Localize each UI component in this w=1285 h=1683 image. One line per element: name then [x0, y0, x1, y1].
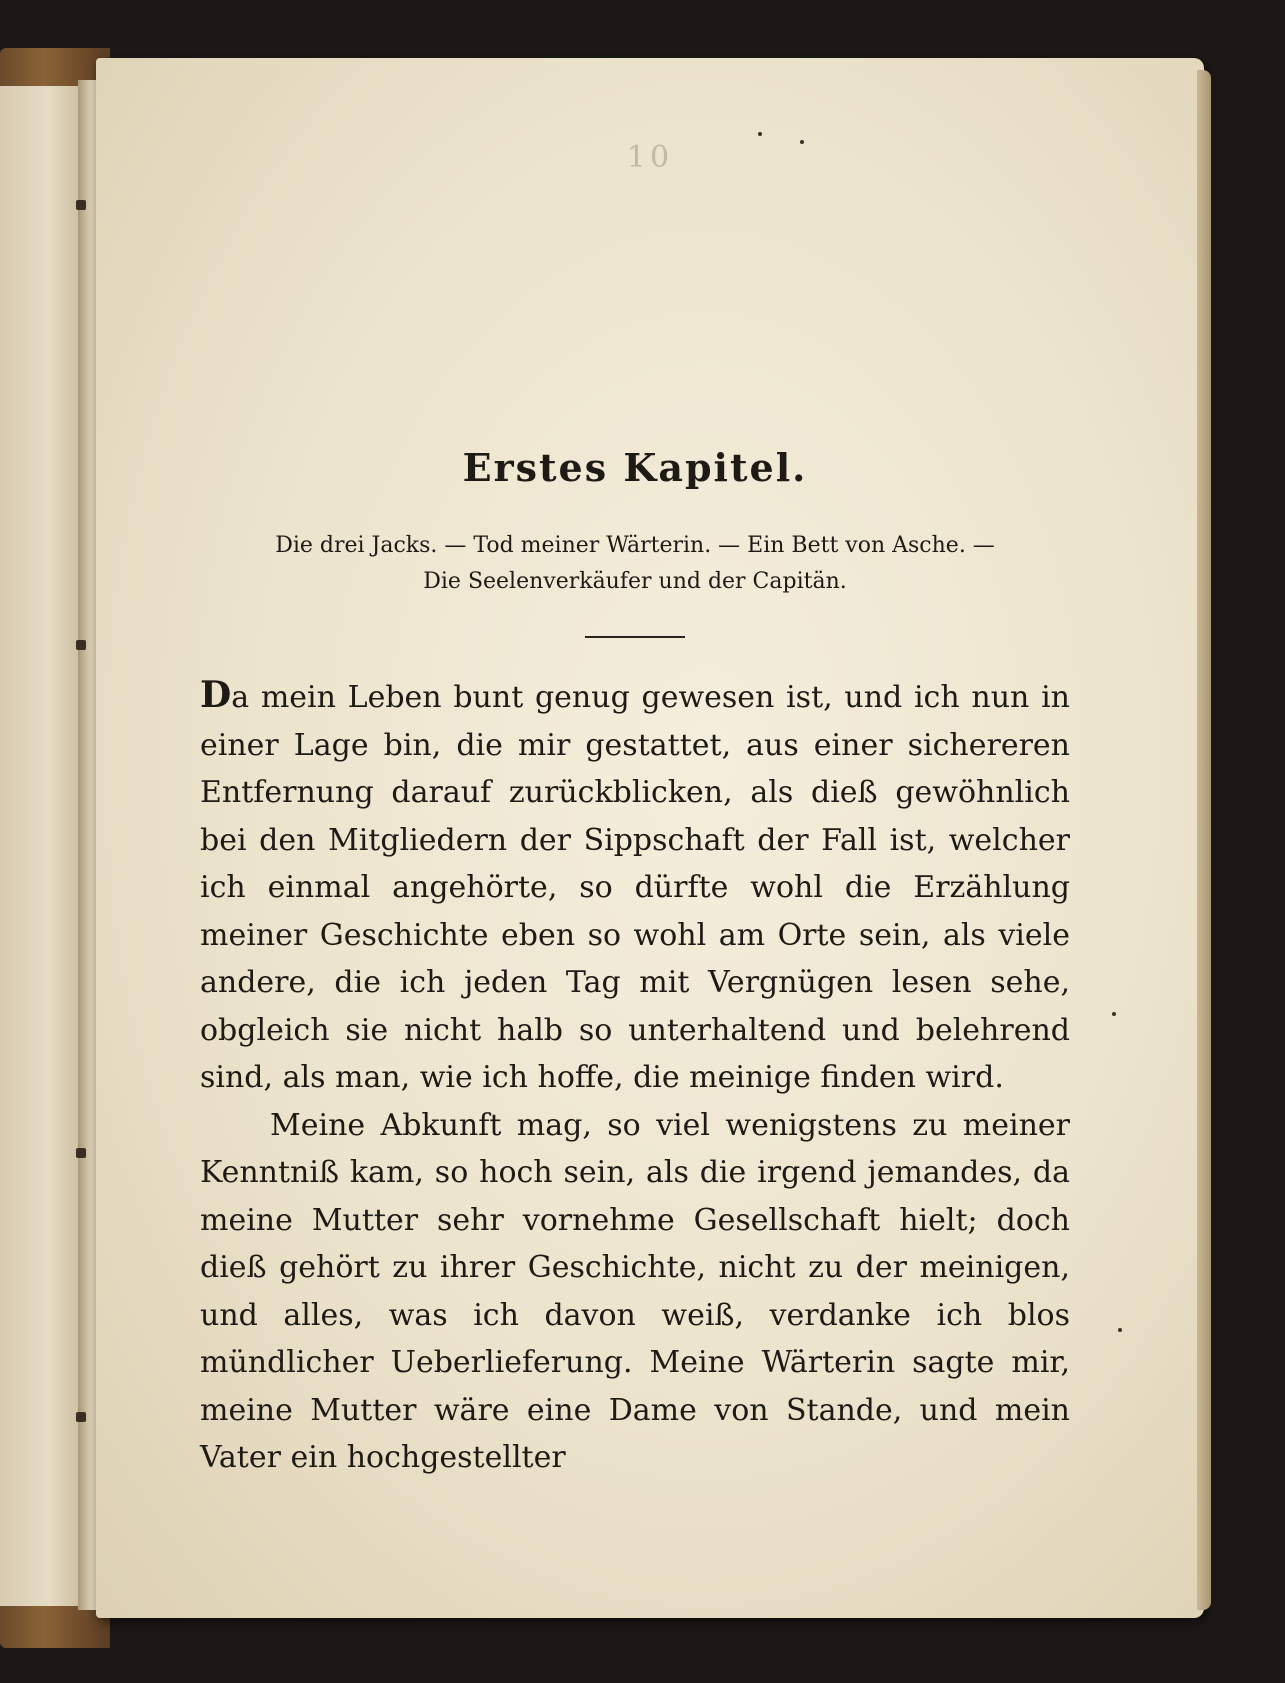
body-paragraph [200, 1102, 1070, 1482]
chapter-title: Erstes Kapitel. [462, 445, 808, 490]
section-divider [585, 636, 685, 638]
chapter-synopsis [200, 528, 1070, 600]
page-content [200, 445, 1070, 1482]
binding-stitch [76, 1148, 86, 1158]
drop-cap: D [200, 674, 232, 716]
binding-stitch [76, 1412, 86, 1422]
synopsis-line: Die Seelenverkäufer und der Capitän. [423, 569, 847, 594]
synopsis-line: Die drei Jacks. — Tod meiner Wärterin. — Ein Bett von Asche. — [275, 533, 995, 558]
page-number: 10 [626, 140, 674, 175]
page-fore-edge [1197, 70, 1211, 1610]
binding-stitch [76, 200, 86, 210]
left-page-edge [0, 86, 82, 1606]
page-number-header [96, 140, 1204, 175]
binding-stitch [76, 640, 86, 650]
paragraph-text: a mein Leben bunt genug gewesen ist, und ich nun in einer Lage bin, die mir gestattet, aus einer sichereren Entfernung darauf zurückblicken, als dieß gewöhnlich bei den Mitgliedern der Sippschaft der Fall ist, welcher ich einmal angehörte, so dürfte wohl die Erzählung meiner Geschichte eben so wohl am Orte sein, als viele andere, die ich jeden Tag mit Vergnügen lesen sehe, obgleich sie nicht halb so unterhaltend und belehrend sind, als man, wie ich hoffe, die meinige finden wird. [200, 680, 1070, 1095]
paragraph-text: Meine Abkunft mag, so viel wenigstens zu meiner Kenntniß kam, so hoch sein, als die irgend jemandes, da meine Mutter sehr vornehme Gesellschaft hielt; doch dieß gehört zu ihrer Geschichte, nicht zu der meinigen, und alles, was ich davon weiß, verdanke ich blos mündlicher Ueberlieferung. Meine Wärterin sagte mir, meine Mutter wäre eine Dame von Stande, und mein Vater ein hochgestellter [200, 1107, 1070, 1475]
body-paragraph [200, 672, 1070, 1102]
